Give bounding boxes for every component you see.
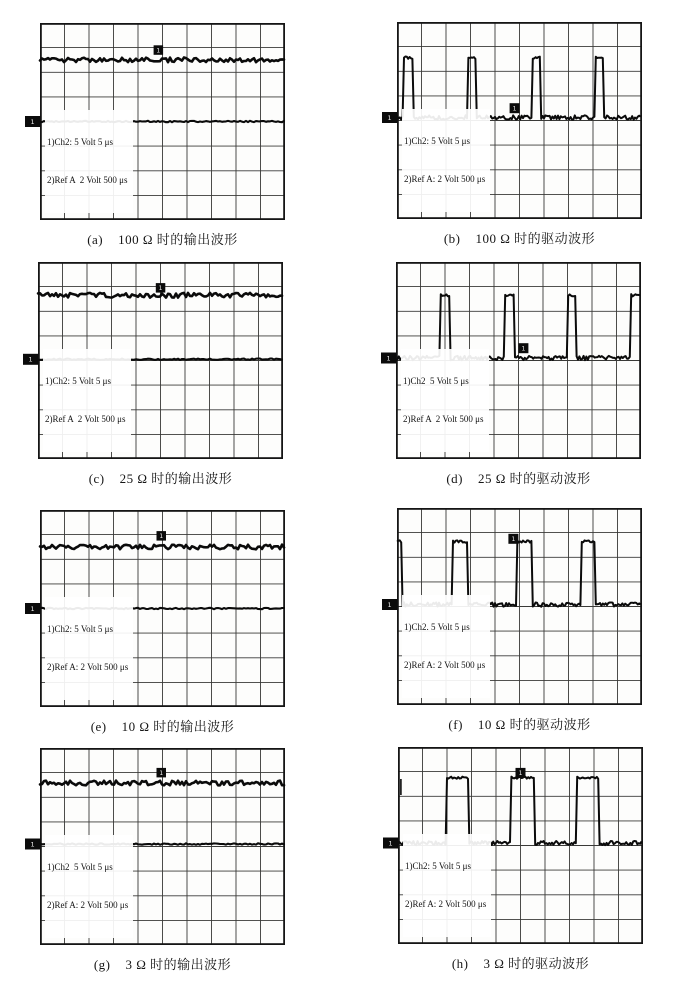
figure-caption-d	[396, 468, 641, 487]
scope-readout-a	[45, 110, 133, 213]
scope-readout-g	[45, 835, 133, 938]
readout-line-1: 1)Ch2: 5 Volt 5 μs	[45, 376, 112, 386]
readout-line-2: 2)Ref A 2 Volt 500 μs	[403, 413, 484, 424]
readout-line-1: 1)Ch2: 5 Volt 5 μs	[47, 624, 114, 634]
readout-line-1: 1)Ch2 5 Volt 5 μs	[403, 376, 469, 386]
caption-label: (b)	[443, 231, 461, 246]
svg-text:1: 1	[386, 354, 391, 363]
svg-text:1: 1	[388, 839, 393, 848]
oscilloscope-screen-c	[28, 262, 283, 459]
readout-line-2: 2)Ref A: 2 Volt 500 μs	[404, 659, 486, 670]
figure-f	[387, 508, 642, 733]
svg-text:1: 1	[387, 600, 392, 609]
svg-text:1: 1	[518, 770, 523, 778]
figure-caption-f	[397, 714, 642, 733]
readout-line-2: 2)Ref A: 2 Volt 500 μs	[405, 898, 487, 909]
scope-readout-d	[401, 349, 489, 452]
figure-c	[28, 262, 283, 487]
oscilloscope-screen-e	[30, 510, 285, 707]
oscilloscope-screen-d	[386, 262, 641, 459]
caption-text: 25 Ω 时的输出波形	[119, 471, 233, 486]
caption-label: (a)	[87, 232, 104, 247]
svg-text:1: 1	[30, 840, 35, 849]
svg-text:1: 1	[159, 533, 164, 541]
svg-text:1: 1	[30, 117, 35, 126]
caption-label: (g)	[93, 957, 111, 972]
caption-text: 100 Ω 时的输出波形	[118, 232, 238, 247]
scope-readout-f	[402, 595, 490, 698]
readout-line-1: 1)Ch2 5 Volt 5 μs	[47, 862, 113, 872]
readout-line-1: 1)Ch2: 5 Volt 5 μs	[405, 861, 472, 871]
caption-text: 100 Ω 时的驱动波形	[475, 231, 596, 246]
oscilloscope-screen-a	[30, 23, 285, 220]
scope-readout-c	[43, 349, 131, 452]
caption-label: (c)	[88, 471, 105, 486]
svg-text:1: 1	[159, 769, 164, 777]
caption-text: 25 Ω 时的驱动波形	[478, 471, 591, 486]
figure-a	[30, 23, 285, 248]
readout-line-2: 2)Ref A: 2 Volt 500 μs	[404, 173, 486, 184]
readout-line-1: 1)Ch2: 5 Volt 5 μs	[404, 136, 471, 146]
scope-readout-e	[45, 597, 133, 700]
svg-text:1: 1	[387, 113, 392, 122]
readout-line-1: 1)Ch2: 5 Volt 5 μs	[47, 137, 114, 147]
scope-readout-h	[403, 834, 491, 937]
svg-text:1: 1	[30, 604, 35, 613]
svg-text:1: 1	[521, 345, 526, 353]
caption-label: (f)	[448, 717, 463, 732]
oscilloscope-screen-b	[387, 22, 642, 219]
figure-caption-c	[38, 468, 283, 487]
figure-caption-h	[398, 953, 643, 972]
caption-text: 3 Ω 时的输出波形	[125, 957, 232, 972]
caption-label: (d)	[446, 471, 463, 486]
svg-text:1: 1	[28, 355, 33, 364]
figure-caption-b	[397, 228, 642, 247]
readout-line-2: 2)Ref A 2 Volt 500 μs	[47, 174, 128, 185]
figure-d	[386, 262, 641, 487]
svg-text:1: 1	[158, 285, 163, 293]
caption-text: 10 Ω 时的驱动波形	[477, 717, 591, 732]
figure-b	[387, 22, 642, 247]
caption-label: (h)	[451, 956, 469, 971]
readout-line-2: 2)Ref A: 2 Volt 500 μs	[47, 899, 129, 910]
caption-text: 10 Ω 时的输出波形	[121, 719, 235, 734]
figure-caption-g	[40, 954, 285, 973]
svg-text:1: 1	[512, 105, 517, 113]
scope-readout-b	[402, 109, 490, 212]
oscilloscope-screen-h	[388, 747, 643, 944]
readout-line-1: 1)Ch2. 5 Volt 5 μs	[404, 622, 470, 632]
caption-text: 3 Ω 时的驱动波形	[483, 956, 590, 971]
figure-e	[30, 510, 285, 735]
svg-text:1: 1	[156, 47, 161, 55]
svg-text:1: 1	[511, 536, 516, 544]
oscilloscope-screen-g	[30, 748, 285, 945]
oscilloscope-screen-f	[387, 508, 642, 705]
readout-line-2: 2)Ref A: 2 Volt 500 μs	[47, 661, 129, 672]
caption-label: (e)	[90, 719, 107, 734]
figure-g	[30, 748, 285, 973]
figure-h	[388, 747, 643, 972]
figure-caption-a	[40, 229, 285, 248]
readout-line-2: 2)Ref A 2 Volt 500 μs	[45, 413, 126, 424]
figure-caption-e	[40, 716, 285, 735]
